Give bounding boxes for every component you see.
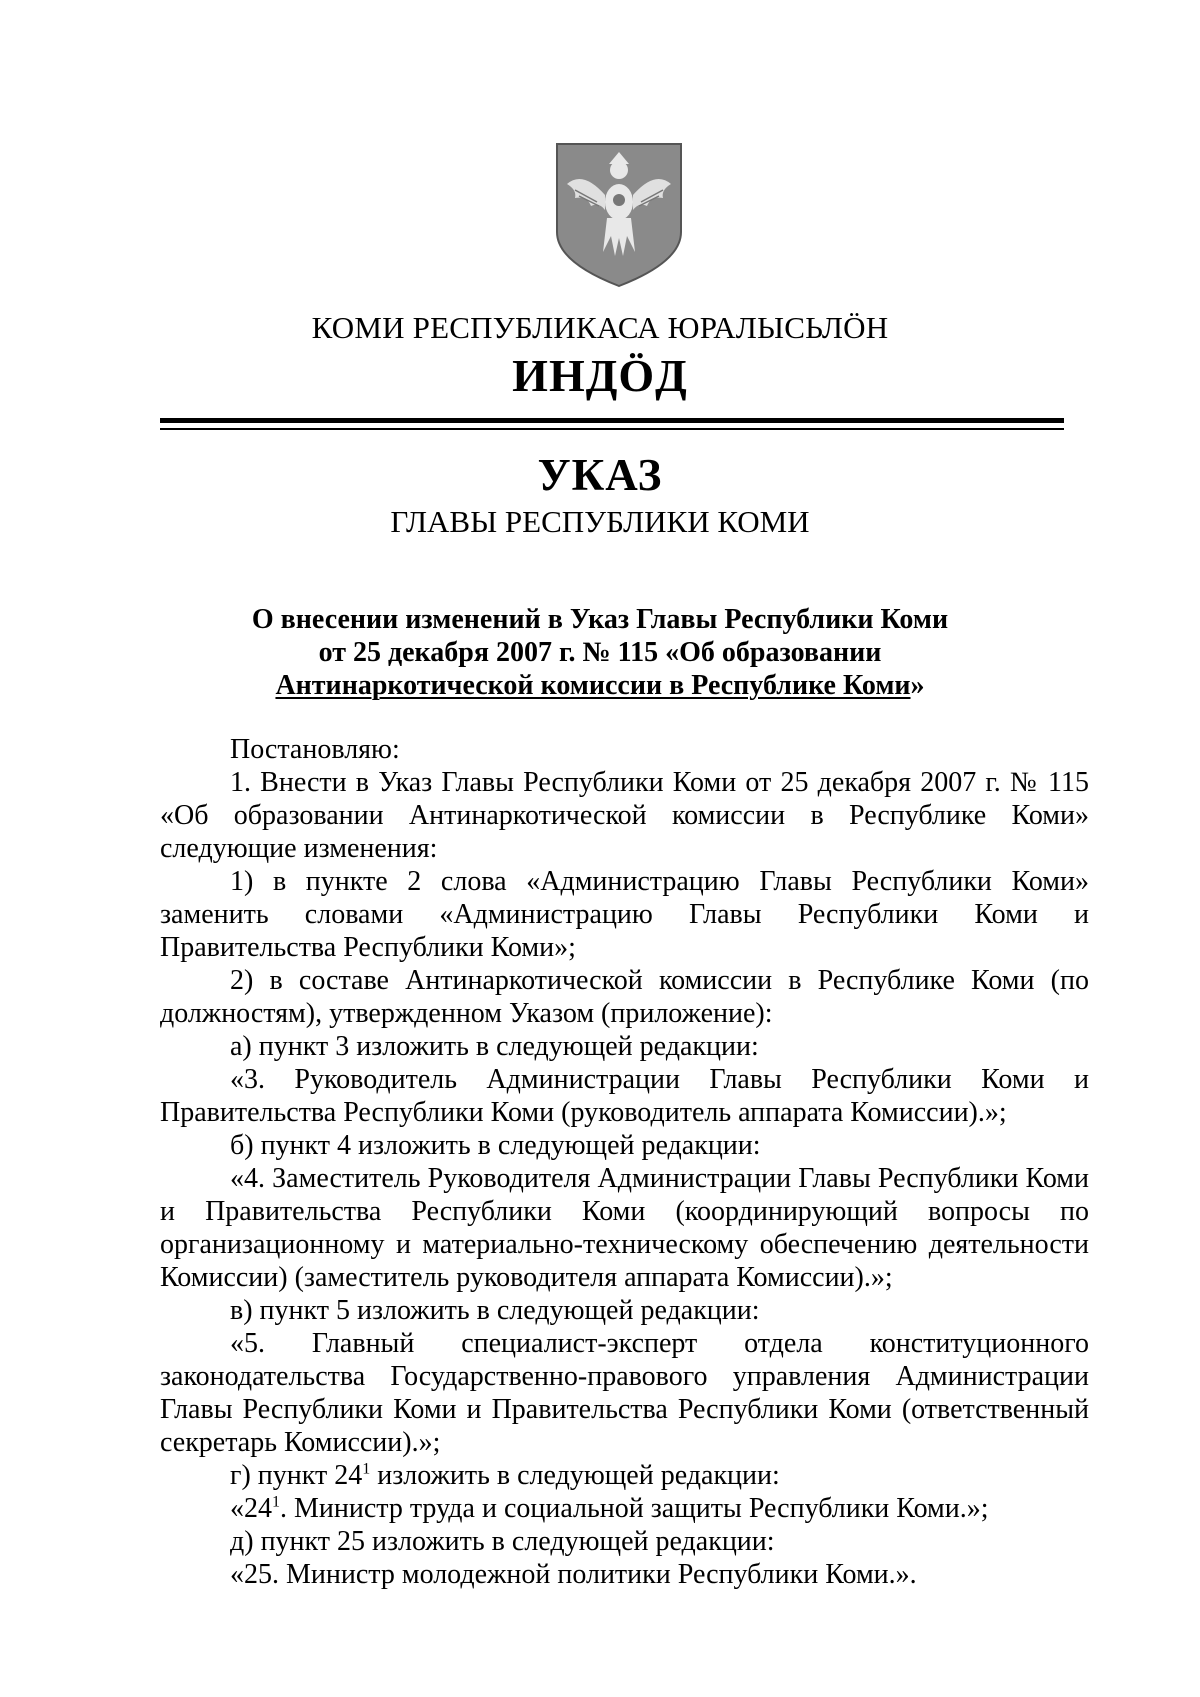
subject-line-3-underlined: Антинаркотической комиссии в Республике Коми — [275, 670, 911, 701]
paragraph-g-part-2: изложить в следующей редакции: — [370, 1460, 780, 1491]
paragraph-g-superscript: 1 — [362, 1460, 371, 1478]
paragraph-g-text — [160, 1492, 1089, 1525]
paragraph-d: д) пункт 25 изложить в следующей редакции: — [230, 1526, 775, 1557]
subject-line-1: О внесении изменений в Указ Главы Республики Коми — [251, 604, 949, 635]
paragraph-v-text: «5. Главный специалист-эксперт отдела конституционного законодательства Государственно-правового управления Администрации Главы Республики Коми и Правительства Республики Коми (ответственный секретарь Комиссии).»; — [160, 1328, 1089, 1458]
paragraph-g-part-1: г) пункт 24 — [230, 1460, 363, 1491]
paragraph-d-text: «25. Министр молодежной политики Республики Коми.». — [230, 1559, 917, 1590]
paragraph-g-text-part-1: «24 — [230, 1493, 272, 1524]
document-issuer: ГЛАВЫ РЕСПУБЛИКИ КОМИ — [390, 504, 810, 539]
header-indod: ИНДӦД — [512, 350, 688, 401]
paragraph-a: а) пункт 3 изложить в следующей редакции: — [230, 1031, 759, 1062]
paragraph-a-text: «3. Руководитель Администрации Главы Республики Коми и Правительства Республики Коми (руководитель аппарата Комиссии).»; — [160, 1064, 1089, 1128]
document-type-title: УКАЗ — [537, 450, 663, 500]
coat-of-arms-icon — [553, 140, 685, 288]
paragraph-b-text: «4. Заместитель Руководителя Администрации Главы Республики Коми и Правительства Республики Коми (координирующий вопросы по организационному и материально-техническому обеспечению деятельности Комиссии) (заместитель руководителя аппарата Комиссии).»; — [160, 1163, 1089, 1293]
paragraph-subitem-1: 1) в пункте 2 слова «Администрацию Главы Республики Коми» заменить словами «Администрацию Главы Республики Коми и Правительства Республики Коми»; — [160, 866, 1089, 963]
subject-line-2: от 25 декабря 2007 г. № 115 «Об образовании — [318, 637, 882, 668]
paragraph-g-text-part-2: . Министр труда и социальной защиты Республики Коми.»; — [280, 1493, 989, 1524]
paragraph-item-1: 1. Внести в Указ Главы Республики Коми от 25 декабря 2007 г. № 115 «Об образовании Антинаркотической комиссии в Республике Коми» следующие изменения: — [160, 767, 1089, 864]
subject-line-3 — [0, 669, 1200, 702]
paragraph-v: в) пункт 5 изложить в следующей редакции: — [230, 1295, 760, 1326]
header-republic-komi: КОМИ РЕСПУБЛИКАСА ЮРАЛЫСЬЛӦН — [311, 310, 889, 345]
header-divider-thick — [160, 418, 1064, 423]
paragraph-g-text-superscript: 1 — [272, 1493, 280, 1511]
decree-body — [160, 733, 1089, 1591]
subject-line-3-tail: » — [910, 670, 925, 701]
paragraph-g — [160, 1459, 1089, 1492]
decree-subject — [0, 603, 1200, 702]
paragraph-subitem-2: 2) в составе Антинаркотической комиссии в Республике Коми (по должностям), утвержденном Указом (приложение): — [160, 965, 1089, 1029]
paragraph-resolve: Постановляю: — [230, 734, 400, 765]
paragraph-b: б) пункт 4 изложить в следующей редакции: — [230, 1130, 761, 1161]
header-divider-thin — [160, 428, 1064, 430]
